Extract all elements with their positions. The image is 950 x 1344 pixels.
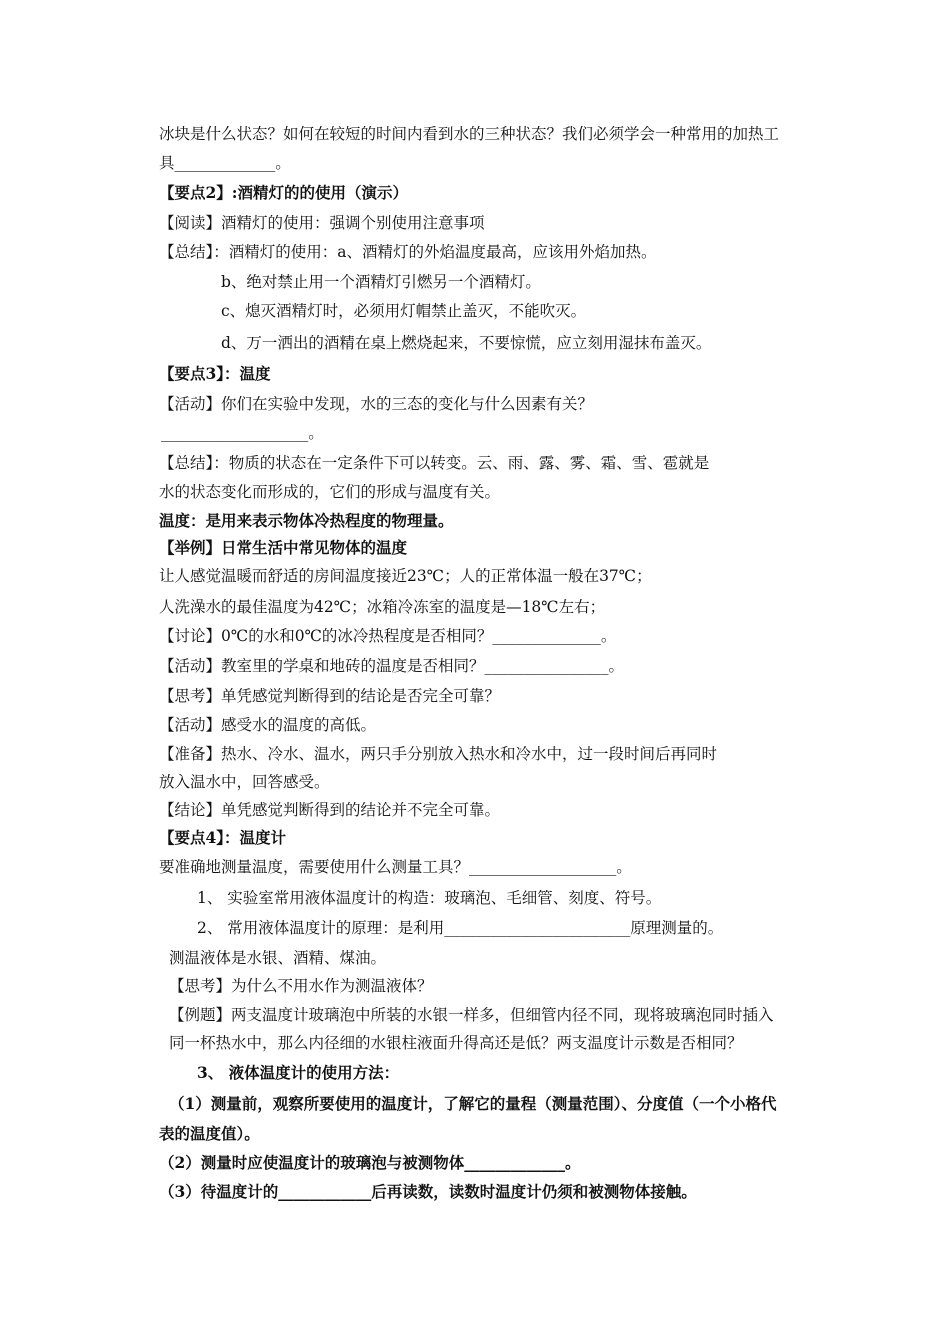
temperature-definition: 温度：是用来表示物体冷热程度的物理量。 [159,511,454,530]
preparation-line-1: 【准备】热水、冷水、温水，两只手分别放入热水和冷水中，过一段时间后再同时 [159,745,718,763]
summary-alcohol-lamp: 【总结】：酒精灯的使用：a、酒精灯的外焰温度最高，应该用外焰加热。 [159,243,657,261]
example-problem-1: 【例题】两支温度计玻璃泡中所装的水银一样多，但细管内径不同，现将玻璃泡同时插入 [169,1006,774,1024]
usage-step-2: （2）测量时应使温度计的玻璃泡与被测物体_____________。 [159,1153,581,1172]
summary-state-change-1: 【总结】：物质的状态在一定条件下可以转变。云、雨、露、雾、霜、雪、雹就是 [159,454,710,472]
intro-line-1: 冰块是什么状态？如何在较短的时间内看到水的三种状态？我们必须学会一种常用的加热工 [159,125,780,143]
usage-step-1-line-1: （1）测量前，观察所要使用的温度计，了解它的量程（测量范围）、分度值（一个小格代 [169,1094,777,1113]
summary-item-b: b、绝对禁止用一个酒精灯引燃另一个酒精灯。 [221,273,541,291]
thermometer-principle: 2、 常用液体温度计的原理：是利用________________________原理测量的。 [197,919,724,937]
think-line-1: 【思考】单凭感觉判断得到的结论是否完全可靠？ [159,687,501,705]
usage-step-1-line-2: 表的温度值）。 [159,1124,260,1143]
usage-step-3: （3）待温度计的____________后再读数，读数时温度计仍须和被测物体接触。 [159,1182,697,1201]
summary-item-d: d、万一洒出的酒精在桌上燃烧起来，不要惊慌，应立刻用湿抹布盖灭。 [221,334,712,352]
activity-feel-water: 【活动】感受水的温度的高低。 [159,716,377,734]
thermometric-liquids: 测温液体是水银、酒精、煤油。 [169,949,387,967]
think-line-2: 【思考】为什么不用水作为测温液体？ [169,977,433,995]
conclusion-line: 【结论】单凭感觉判断得到的结论并不完全可靠。 [159,801,501,819]
discussion-line: 【讨论】0℃的水和0℃的冰冷热程度是否相同？______________。 [159,627,617,645]
key-point-2-heading: 【要点2】:酒精灯的的使用（演示） [159,183,409,202]
example-problem-2: 同一杯热水中，那么内径细的水银柱液面升得高还是低？两支温度计示数是否相同？ [169,1034,743,1052]
reading-line: 【阅读】酒精灯的使用：强调个别使用注意事项 [159,214,485,232]
usage-method-heading: 3、 液体温度计的使用方法： [197,1063,400,1082]
example-heading: 【举例】日常生活中常见物体的温度 [159,538,408,557]
preparation-line-2: 放入温水中，回答感受。 [159,773,330,791]
measuring-tool-question: 要准确地测量温度，需要使用什么测量工具？___________________。 [159,858,632,876]
example-line-1: 让人感觉温暖而舒适的房间温度接近23℃；人的正常体温一般在37℃； [159,567,652,585]
example-line-2: 人洗澡水的最佳温度为42℃；冰箱冷冻室的温度是—18℃左右； [159,598,606,616]
intro-line-2: 具_____________。 [159,154,291,172]
summary-item-c: c、熄灭酒精灯时，必须用灯帽禁止盖灭，不能吹灭。 [221,302,587,320]
summary-state-change-2: 水的状态变化而形成的，它们的形成与温度有关。 [159,483,501,501]
activity-answer-blank: ___________________。 [161,424,324,442]
key-point-4-heading: 【要点4】：温度计 [159,828,287,847]
thermometer-structure: 1、 实验室常用液体温度计的构造：玻璃泡、毛细管、刻度、符号。 [197,889,662,907]
activity-desk-floor: 【活动】教室里的学桌和地砖的温度是否相同？________________。 [159,657,625,675]
activity-three-states: 【活动】你们在实验中发现，水的三态的变化与什么因素有关？ [159,395,594,413]
key-point-3-heading: 【要点3】：温度 [159,364,271,383]
